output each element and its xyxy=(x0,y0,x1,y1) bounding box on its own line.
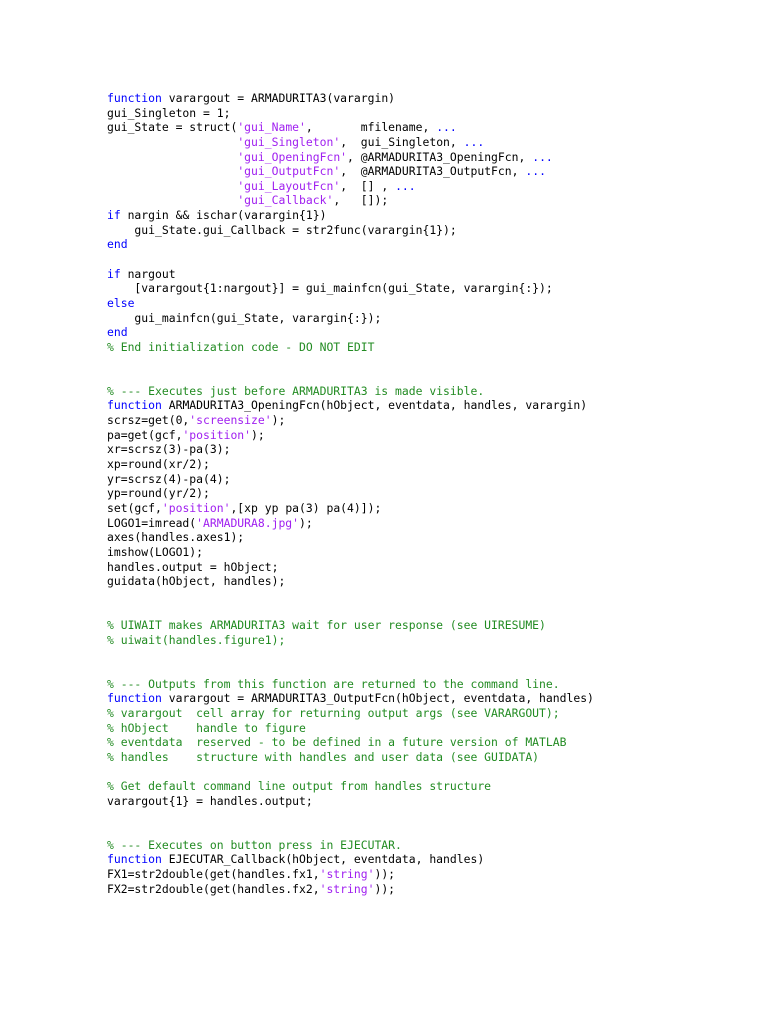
code-line xyxy=(107,428,594,443)
code-line xyxy=(107,369,594,384)
code-text: , mfilename, xyxy=(305,120,437,135)
code-line xyxy=(107,150,594,165)
code-text: varargout = ARMADURITA3(varargin) xyxy=(161,91,396,105)
code-text: , []); xyxy=(333,193,389,208)
code-keyword: function xyxy=(107,691,162,706)
code-comment: % Get default command line output from handles structure xyxy=(107,779,492,794)
code-string: 'gui_Callback' xyxy=(237,193,334,208)
code-line xyxy=(107,662,594,677)
code-text: xr=scrsz(3)-pa(3); xyxy=(107,442,231,457)
code-line xyxy=(107,398,594,413)
code-text xyxy=(107,135,237,149)
code-line xyxy=(107,91,594,106)
code-text: , @ARMADURITA3_OpeningFcn, xyxy=(347,149,533,164)
code-line xyxy=(107,311,594,326)
code-text: gui_State = struct( xyxy=(107,120,238,135)
code-line xyxy=(107,574,594,589)
code-line xyxy=(107,208,594,223)
code-keyword: ... xyxy=(395,178,416,193)
code-line xyxy=(107,764,594,779)
code-comment: % eventdata reserved - to be defined in a future version of MATLAB xyxy=(107,735,567,750)
code-string: 'ARMADURA8.jpg' xyxy=(196,515,300,530)
code-text: , @ARMADURITA3_OutputFcn, xyxy=(340,164,526,179)
code-text: imshow(LOGO1); xyxy=(107,544,204,559)
code-text: gui_Singleton = 1; xyxy=(107,105,231,120)
code-line xyxy=(107,750,594,765)
code-line xyxy=(107,691,594,706)
code-comment: % varargout cell array for returning output args (see VARARGOUT); xyxy=(107,705,560,720)
code-keyword: if xyxy=(107,266,121,281)
code-string: 'string' xyxy=(319,866,375,881)
code-line xyxy=(107,340,594,355)
code-text: varargout{1} = handles.output; xyxy=(107,793,313,808)
code-text: yp=round(yr/2); xyxy=(107,486,210,501)
code-text xyxy=(107,150,237,164)
code-line xyxy=(107,223,594,238)
code-line xyxy=(107,486,594,501)
code-comment: % hObject handle to figure xyxy=(107,720,306,735)
code-line xyxy=(107,281,594,296)
code-line xyxy=(107,237,594,252)
code-text: axes(handles.axes1); xyxy=(107,530,245,545)
code-line xyxy=(107,779,594,794)
code-string: 'gui_LayoutFcn' xyxy=(237,178,341,193)
code-line xyxy=(107,589,594,604)
code-text: ARMADURITA3_OpeningFcn(hObject, eventdata, handles, varargin) xyxy=(161,398,588,413)
code-text: LOGO1=imread( xyxy=(107,515,197,530)
code-line xyxy=(107,545,594,560)
code-text xyxy=(107,193,237,207)
code-keyword: ... xyxy=(525,164,546,179)
code-line xyxy=(107,135,594,150)
code-line xyxy=(107,603,594,618)
code-line xyxy=(107,706,594,721)
code-string: 'gui_Singleton' xyxy=(237,134,341,149)
code-string: 'gui_Name' xyxy=(237,120,306,135)
code-line xyxy=(107,355,594,370)
code-line xyxy=(107,457,594,472)
code-line xyxy=(107,735,594,750)
code-text: , [] , xyxy=(340,178,396,193)
code-line xyxy=(107,677,594,692)
code-text: ); xyxy=(299,515,313,530)
code-string: 'string' xyxy=(319,881,375,896)
code-line xyxy=(107,164,594,179)
code-line xyxy=(107,633,594,648)
code-keyword: function xyxy=(107,852,162,867)
code-text: yr=scrsz(4)-pa(4); xyxy=(107,471,231,486)
code-text: varargout = ARMADURITA3_OutputFcn(hObject, eventdata, handles) xyxy=(161,691,594,706)
code-line xyxy=(107,618,594,633)
code-line xyxy=(107,530,594,545)
code-keyword: end xyxy=(107,325,128,340)
code-text: )); xyxy=(374,866,396,881)
code-comment: % --- Outputs from this function are returned to the command line. xyxy=(107,676,560,691)
code-keyword: ... xyxy=(436,120,457,135)
code-text: ); xyxy=(271,413,286,428)
code-text: nargin && ischar(varargin{1}) xyxy=(120,208,327,223)
code-line xyxy=(107,721,594,736)
code-keyword: ... xyxy=(532,149,553,164)
code-text: EJECUTAR_Callback(hObject, eventdata, handles) xyxy=(161,852,485,867)
code-line xyxy=(107,413,594,428)
code-text: [varargout{1:nargout}] = gui_mainfcn(gui_State, varargin{:}); xyxy=(107,281,553,296)
code-string: 'gui_OutputFcn' xyxy=(237,164,341,179)
code-line xyxy=(107,794,594,809)
code-keyword: end xyxy=(107,237,128,252)
code-text xyxy=(107,164,237,178)
code-line xyxy=(107,442,594,457)
code-text: nargout xyxy=(120,266,176,281)
code-string: 'screensize' xyxy=(189,413,272,428)
code-text: ); xyxy=(251,427,265,442)
code-line xyxy=(107,296,594,311)
code-line xyxy=(107,501,594,516)
code-comment: % --- Executes on button press in EJECUTAR. xyxy=(107,837,402,852)
code-line xyxy=(107,106,594,121)
code-line xyxy=(107,516,594,531)
code-text: FX1=str2double(get(handles.fx1, xyxy=(107,866,320,881)
code-line xyxy=(107,267,594,282)
code-comment: % End initialization code - DO NOT EDIT xyxy=(107,339,375,354)
code-line xyxy=(107,823,594,838)
code-line xyxy=(107,325,594,340)
code-string: 'position' xyxy=(182,427,252,442)
code-line xyxy=(107,384,594,399)
code-text: , gui_Singleton, xyxy=(340,134,464,149)
code-keyword: if xyxy=(107,208,121,223)
code-text: ,[xp yp pa(3) pa(4)]); xyxy=(230,500,382,515)
code-text: guidata(hObject, handles); xyxy=(107,574,286,589)
code-string: 'position' xyxy=(161,500,231,515)
code-text: set(gcf, xyxy=(107,500,162,515)
code-line xyxy=(107,808,594,823)
code-text: pa=get(gcf, xyxy=(107,427,183,442)
code-keyword: else xyxy=(107,295,135,310)
code-line xyxy=(107,193,594,208)
code-text: handles.output = hObject; xyxy=(107,559,279,574)
code-text: FX2=str2double(get(handles.fx2, xyxy=(107,881,320,896)
code-keyword: ... xyxy=(463,134,485,149)
code-line xyxy=(107,647,594,662)
code-line xyxy=(107,560,594,575)
code-line xyxy=(107,120,594,135)
code-text xyxy=(107,179,237,193)
code-line xyxy=(107,252,594,267)
code-keyword: function xyxy=(107,91,162,105)
code-line xyxy=(107,179,594,194)
code-line xyxy=(107,838,594,853)
code-comment: % --- Executes just before ARMADURITA3 is made visible. xyxy=(107,383,485,398)
code-comment: % handles structure with handles and user data (see GUIDATA) xyxy=(107,749,540,764)
code-text: gui_mainfcn(gui_State, varargin{:}); xyxy=(107,310,382,325)
code-string: 'gui_OpeningFcn' xyxy=(237,149,348,164)
code-line xyxy=(107,867,594,882)
code-keyword: function xyxy=(107,398,162,413)
code-listing xyxy=(107,91,594,896)
code-text: xp=round(xr/2); xyxy=(107,457,210,472)
code-text: scrsz=get(0, xyxy=(107,413,190,428)
code-line xyxy=(107,852,594,867)
code-comment: % UIWAIT makes ARMADURITA3 wait for user response (see UIRESUME) xyxy=(107,618,546,633)
code-line xyxy=(107,472,594,487)
code-text: )); xyxy=(374,881,396,896)
code-line xyxy=(107,882,594,897)
code-comment: % uiwait(handles.figure1); xyxy=(107,632,286,647)
code-text: gui_State.gui_Callback = str2func(varargin{1}); xyxy=(107,222,457,237)
